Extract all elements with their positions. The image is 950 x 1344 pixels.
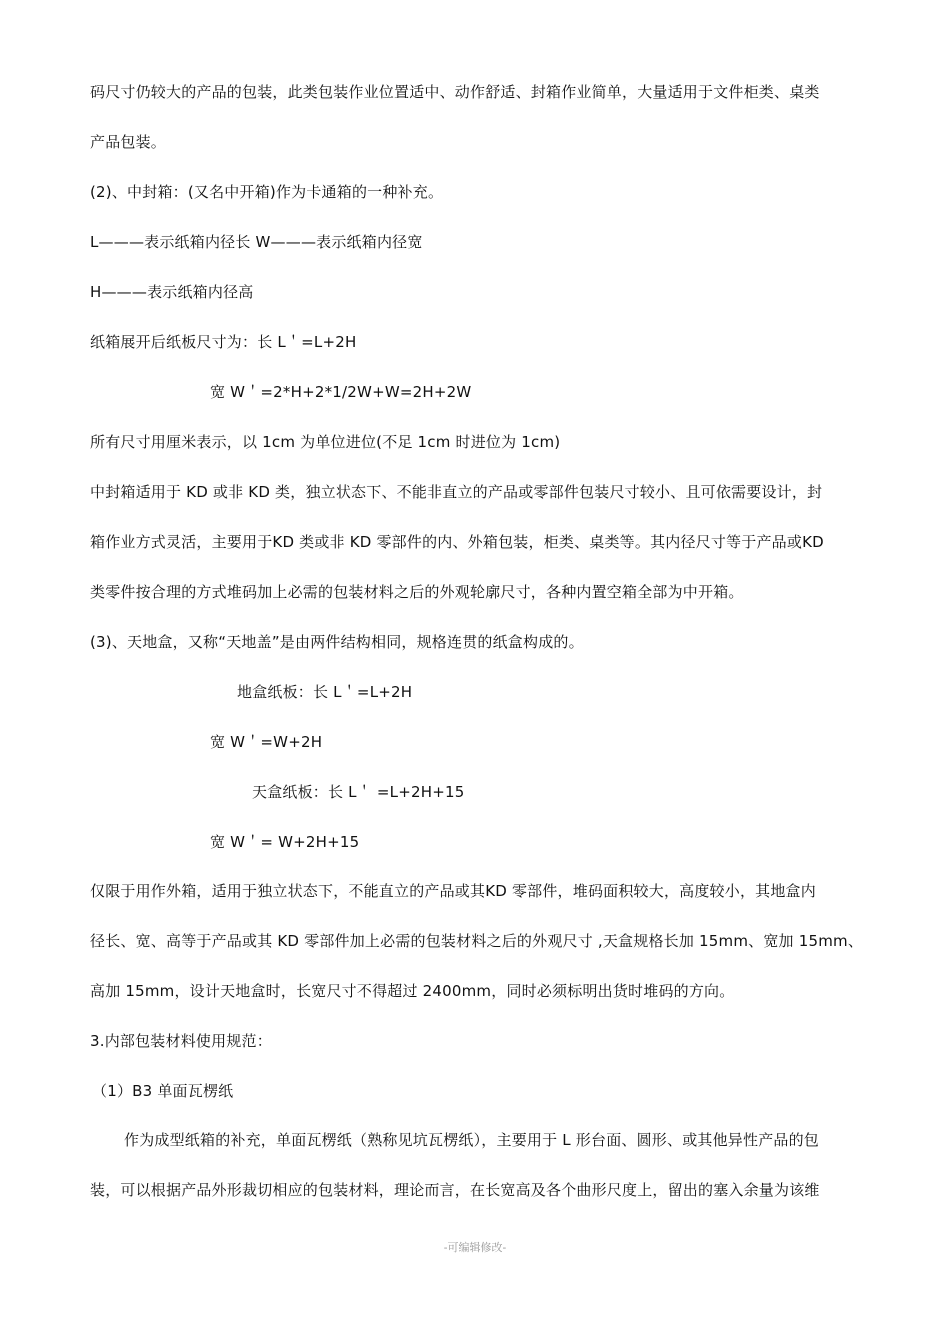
- formula-line: 宽 W＇= W+2H+15: [210, 833, 360, 851]
- section-heading: (3)、天地盒，又称“天地盖”是由两件结构相同，规格连贯的纸盒构成的。: [90, 633, 584, 651]
- text-line: 作为成型纸箱的补充，单面瓦楞纸（熟称见坑瓦楞纸），主要用于 L 形台面、圆形、或其他异性产品的包: [124, 1131, 819, 1149]
- formula-line: 宽 W＇=W+2H: [210, 733, 323, 751]
- text-line: 类零件按合理的方式堆码加上必需的包装材料之后的外观轮廓尺寸，各种内置空箱全部为中开箱。: [90, 583, 744, 601]
- page-footer: -可编辑修改-: [443, 1241, 507, 1254]
- text-line: 高加 15mm，设计天地盒时，长宽尺寸不得超过 2400mm，同时必须标明出货时堆码的方向。: [90, 982, 735, 1000]
- formula-line: 天盒纸板：长 L＇ =L+2H+15: [252, 783, 465, 801]
- text-line: 所有尺寸用厘米表示，以 1cm 为单位进位(不足 1cm 时进位为 1cm): [90, 433, 561, 451]
- text-line: 装，可以根据产品外形裁切相应的包装材料，理论而言，在长宽高及各个曲形尺度上，留出的塞入余量为该维: [90, 1181, 820, 1199]
- text-line: 箱作业方式灵活，主要用于KD 类或非 KD 零部件的内、外箱包装，柜类、桌类等。其内径尺寸等于产品或KD: [90, 533, 824, 551]
- subsection-heading: （1）B3 单面瓦楞纸: [92, 1082, 234, 1100]
- text-line: 码尺寸仍较大的产品的包装，此类包装作业位置适中、动作舒适、封箱作业简单，大量适用于文件柜类、桌类: [90, 83, 820, 101]
- text-line: H———表示纸箱内径高: [90, 283, 254, 301]
- text-line: 产品包装。: [90, 133, 167, 151]
- text-line: 仅限于用作外箱，适用于独立状态下，不能直立的产品或其KD 零部件，堆码面积较大，高度较小，其地盒内: [90, 882, 816, 900]
- text-line: L———表示纸箱内径长 W———表示纸箱内径宽: [90, 233, 423, 251]
- text-line: 中封箱适用于 KD 或非 KD 类，独立状态下、不能非直立的产品或零部件包装尺寸较小、且可依需要设计，封: [90, 483, 823, 501]
- formula-line: 宽 W＇=2*H+2*1/2W+W=2H+2W: [210, 383, 472, 401]
- section-heading: 3.内部包装材料使用规范：: [90, 1032, 272, 1050]
- text-line: 径长、宽、高等于产品或其 KD 零部件加上必需的包装材料之后的外观尺寸 ,天盒规格长加 15mm、宽加 15mm、: [90, 932, 864, 950]
- formula-line: 地盒纸板：长 L＇=L+2H: [237, 683, 413, 701]
- section-heading: (2)、中封箱：(又名中开箱)作为卡通箱的一种补充。: [90, 183, 444, 201]
- formula-line: 纸箱展开后纸板尺寸为：长 L＇=L+2H: [90, 333, 357, 351]
